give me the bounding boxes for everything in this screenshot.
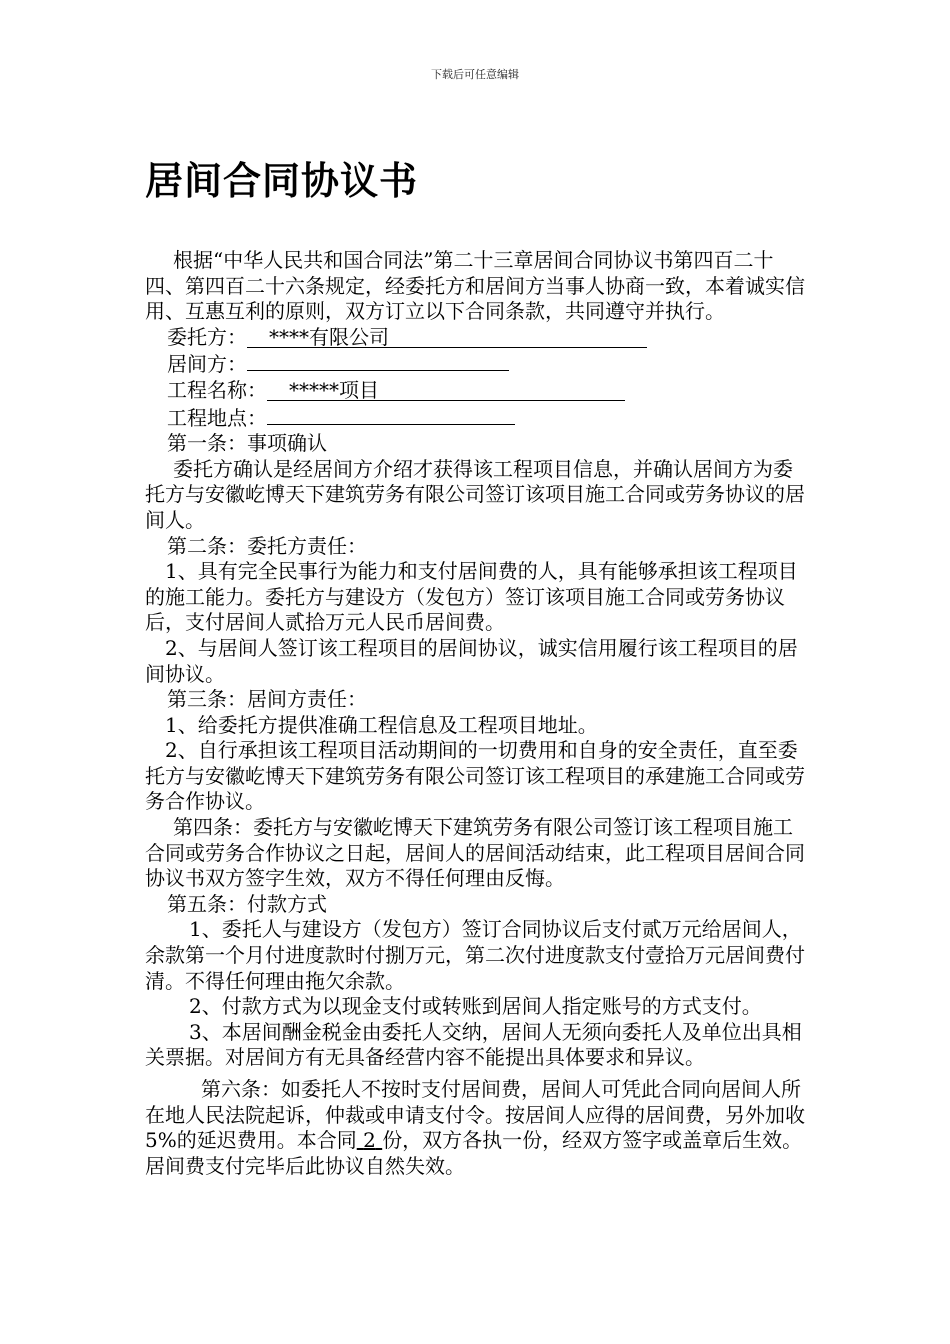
client-field bbox=[145, 325, 810, 351]
project-value: *****项目 bbox=[289, 377, 379, 402]
location-value-line[interactable] bbox=[267, 404, 515, 425]
article6-text-before: 第六条：如委托人不按时支付居间费，居间人可凭此合同向居间人所在地人民法院起诉，仲裁或申请支付令。按居间人应得的居间费，另外加收5%的延迟费用。本合同 bbox=[145, 1077, 805, 1153]
header-note: 下载后可任意编辑 bbox=[431, 68, 519, 81]
article5-item1: 1、委托人与建设方（发包方）签订合同协议后支付贰万元给居间人，余款第一个月付进度款时付捌万元，第二次付进度款支付壹拾万元居间费付清。不得任何理由拖欠余款。 bbox=[145, 917, 805, 993]
article5-item3: 3、本居间酬金税金由委托人交纳，居间人无须向委托人及单位出具相关票据。对居间方有无具备经营内容不能提出具体要求和异议。 bbox=[145, 1019, 802, 1070]
location-label: 工程地点： bbox=[167, 405, 267, 430]
client-value-line[interactable] bbox=[247, 324, 647, 349]
article1-text: 委托方确认是经居间方介绍才获得该工程项目信息，并确认居间方为委托方与安徽屹博天下建筑劳务有限公司签订该项目施工合同或劳务协议的居间人。 bbox=[145, 456, 805, 532]
article1-heading: 第一条：事项确认 bbox=[167, 431, 327, 456]
project-field bbox=[145, 378, 810, 404]
article6-copies-value: 2 bbox=[363, 1128, 376, 1153]
intro-paragraph: 根据“中华人民共和国合同法”第二十三章居间合同协议书第四百二十四、第四百二十六条规定，经委托方和居间方当事人协商一致，本着诚实信用、互惠互利的原则，双方订立以下合同条款，共同遵守并执行。 bbox=[145, 248, 805, 324]
article2-item2: 2、与居间人签订该工程项目的居间协议，诚实信用履行该工程项目的居间协议。 bbox=[145, 635, 798, 686]
article6-text-after: 份，双方各执一份，经双方签字或盖章后生效。居间费支付完毕后此协议自然失效。 bbox=[145, 1128, 803, 1178]
article2-heading: 第二条：委托方责任： bbox=[167, 533, 367, 558]
client-value: ****有限公司 bbox=[269, 324, 389, 349]
document-title: 居间合同协议书 bbox=[145, 159, 419, 203]
agent-field bbox=[145, 350, 810, 378]
article3-heading: 第三条：居间方责任： bbox=[167, 687, 367, 712]
agent-label: 居间方： bbox=[167, 352, 247, 377]
client-label: 委托方： bbox=[167, 324, 247, 349]
article2-item1: 1、具有完全民事行为能力和支付居间费的人，具有能够承担该工程项目的施工能力。委托方与建设方（发包方）签订该项目施工合同或劳务协议后，支付居间人贰拾万元人民币居间费。 bbox=[145, 559, 798, 635]
article3-item2: 2、自行承担该工程项目活动期间的一切费用和自身的安全责任，直至委托方与安徽屹博天下建筑劳务有限公司签订该工程项目的承建施工合同或劳务合作协议。 bbox=[145, 738, 805, 814]
project-label: 工程名称： bbox=[167, 377, 267, 402]
article6-copies bbox=[357, 1128, 382, 1152]
location-field bbox=[145, 404, 810, 432]
article5-item2: 2、付款方式为以现金支付或转账到居间人指定账号的方式支付。 bbox=[189, 994, 762, 1019]
article4-text: 第四条：委托方与安徽屹博天下建筑劳务有限公司签订该工程项目施工合同或劳务合作协议之日起，居间人的居间活动结束，此工程项目居间合同协议书双方签字生效，双方不得任何理由反悔。 bbox=[145, 815, 805, 891]
agent-value-line[interactable] bbox=[247, 350, 509, 371]
project-value-line[interactable] bbox=[267, 377, 625, 402]
article3-item1: 1、给委托方提供准确工程信息及工程项目地址。 bbox=[165, 712, 598, 737]
article5-heading: 第五条：付款方式 bbox=[167, 891, 327, 916]
document-body bbox=[145, 248, 810, 1179]
article6-text bbox=[145, 1077, 810, 1179]
